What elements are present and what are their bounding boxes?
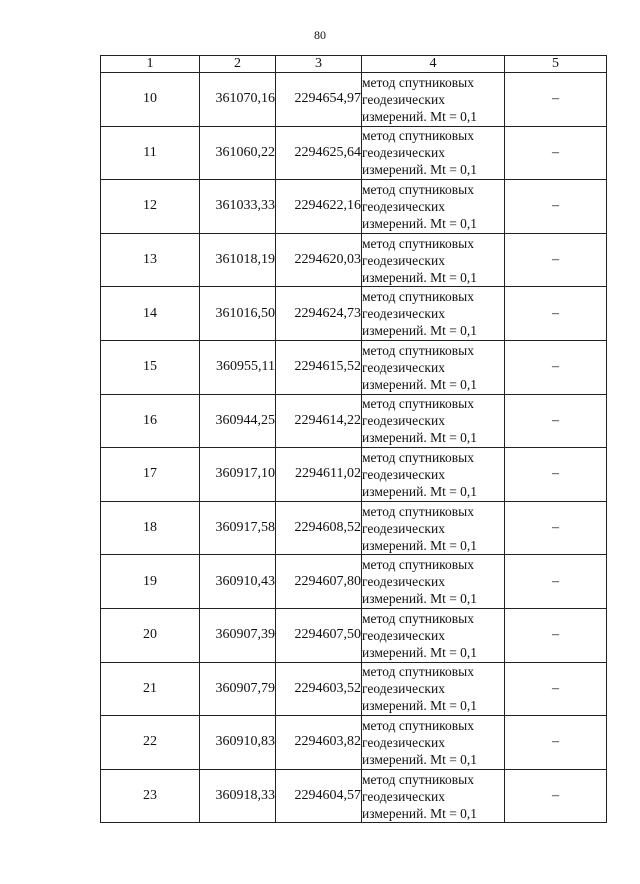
method-line: метод спутниковых [362, 664, 474, 680]
note-cell: – [505, 73, 607, 127]
method-line: измерений. Mt = 0,1 [362, 430, 478, 446]
method-line: измерений. Mt = 0,1 [362, 269, 478, 285]
method-line: геодезических [362, 413, 445, 429]
table-header-row [101, 56, 607, 73]
y-coordinate-cell: 2294615,52 [276, 340, 362, 394]
method-cell [362, 555, 505, 609]
table-row [101, 394, 607, 448]
point-number-cell: 13 [101, 233, 200, 287]
x-coordinate-cell: 360917,58 [200, 501, 276, 555]
y-coordinate-cell: 2294654,97 [276, 73, 362, 127]
method-line: метод спутниковых [362, 771, 474, 787]
method-line: метод спутниковых [362, 128, 474, 144]
note-cell: – [505, 126, 607, 180]
method-cell [362, 448, 505, 502]
column-header: 2 [200, 56, 276, 73]
x-coordinate-cell: 360907,39 [200, 608, 276, 662]
point-number-cell: 17 [101, 448, 200, 502]
method-line: измерений. Mt = 0,1 [362, 376, 478, 392]
method-line: измерений. Mt = 0,1 [362, 162, 478, 178]
method-line: геодезических [362, 520, 445, 536]
note-cell: – [505, 501, 607, 555]
method-cell [362, 233, 505, 287]
method-line: измерений. Mt = 0,1 [362, 323, 478, 339]
method-line: геодезических [362, 91, 445, 107]
point-number-cell: 19 [101, 555, 200, 609]
method-line: геодезических [362, 627, 445, 643]
table-row [101, 662, 607, 716]
y-coordinate-cell: 2294603,52 [276, 662, 362, 716]
column-header: 4 [362, 56, 505, 73]
method-line: геодезических [362, 145, 445, 161]
column-header: 5 [505, 56, 607, 73]
x-coordinate-cell: 360918,33 [200, 769, 276, 823]
method-line: метод спутниковых [362, 610, 474, 626]
y-coordinate-cell: 2294603,82 [276, 716, 362, 770]
x-coordinate-cell: 361033,33 [200, 180, 276, 234]
table-row [101, 180, 607, 234]
table-row [101, 769, 607, 823]
note-cell: – [505, 716, 607, 770]
method-line: геодезических [362, 788, 445, 804]
x-coordinate-cell: 360907,79 [200, 662, 276, 716]
method-line: геодезических [362, 252, 445, 268]
table-row [101, 608, 607, 662]
method-cell [362, 716, 505, 770]
method-line: метод спутниковых [362, 503, 474, 519]
table-row [101, 501, 607, 555]
method-line: геодезических [362, 359, 445, 375]
note-cell: – [505, 287, 607, 341]
method-cell [362, 126, 505, 180]
method-line: метод спутниковых [362, 557, 474, 573]
point-number-cell: 23 [101, 769, 200, 823]
y-coordinate-cell: 2294625,64 [276, 126, 362, 180]
method-cell [362, 73, 505, 127]
table-row [101, 73, 607, 127]
point-number-cell: 10 [101, 73, 200, 127]
point-number-cell: 16 [101, 394, 200, 448]
table-body [101, 73, 607, 823]
y-coordinate-cell: 2294608,52 [276, 501, 362, 555]
note-cell: – [505, 769, 607, 823]
point-number-cell: 15 [101, 340, 200, 394]
point-number-cell: 22 [101, 716, 200, 770]
method-line: измерений. Mt = 0,1 [362, 483, 478, 499]
y-coordinate-cell: 2294624,73 [276, 287, 362, 341]
x-coordinate-cell: 360944,25 [200, 394, 276, 448]
column-header: 1 [101, 56, 200, 73]
method-line: измерений. Mt = 0,1 [362, 108, 478, 124]
method-line: метод спутниковых [362, 74, 474, 90]
x-coordinate-cell: 360910,83 [200, 716, 276, 770]
x-coordinate-cell: 361070,16 [200, 73, 276, 127]
point-number-cell: 14 [101, 287, 200, 341]
method-line: измерений. Mt = 0,1 [362, 644, 478, 660]
method-cell [362, 662, 505, 716]
table-row [101, 126, 607, 180]
x-coordinate-cell: 360917,10 [200, 448, 276, 502]
method-line: геодезических [362, 734, 445, 750]
y-coordinate-cell: 2294620,03 [276, 233, 362, 287]
note-cell: – [505, 662, 607, 716]
y-coordinate-cell: 2294611,02 [276, 448, 362, 502]
table-row [101, 448, 607, 502]
coordinates-table [100, 55, 607, 823]
y-coordinate-cell: 2294607,50 [276, 608, 362, 662]
method-line: метод спутниковых [362, 396, 474, 412]
method-line: геодезических [362, 681, 445, 697]
note-cell: – [505, 233, 607, 287]
method-line: метод спутниковых [362, 289, 474, 305]
table-row [101, 287, 607, 341]
note-cell: – [505, 340, 607, 394]
table-row [101, 555, 607, 609]
method-cell [362, 501, 505, 555]
table-row [101, 340, 607, 394]
method-line: геодезических [362, 466, 445, 482]
x-coordinate-cell: 361060,22 [200, 126, 276, 180]
method-line: геодезических [362, 574, 445, 590]
method-line: геодезических [362, 198, 445, 214]
x-coordinate-cell: 360955,11 [200, 340, 276, 394]
method-line: метод спутниковых [362, 717, 474, 733]
table-row [101, 716, 607, 770]
method-cell [362, 180, 505, 234]
y-coordinate-cell: 2294607,80 [276, 555, 362, 609]
point-number-cell: 11 [101, 126, 200, 180]
method-line: метод спутниковых [362, 181, 474, 197]
note-cell: – [505, 180, 607, 234]
column-header: 3 [276, 56, 362, 73]
y-coordinate-cell: 2294622,16 [276, 180, 362, 234]
note-cell: – [505, 448, 607, 502]
method-cell [362, 394, 505, 448]
method-cell [362, 608, 505, 662]
note-cell: – [505, 608, 607, 662]
note-cell: – [505, 394, 607, 448]
point-number-cell: 12 [101, 180, 200, 234]
method-line: измерений. Mt = 0,1 [362, 215, 478, 231]
page-number: 80 [314, 28, 326, 42]
method-line: метод спутниковых [362, 235, 474, 251]
x-coordinate-cell: 361018,19 [200, 233, 276, 287]
method-line: геодезических [362, 306, 445, 322]
x-coordinate-cell: 361016,50 [200, 287, 276, 341]
method-line: метод спутниковых [362, 449, 474, 465]
method-line: измерений. Mt = 0,1 [362, 751, 478, 767]
method-cell [362, 769, 505, 823]
y-coordinate-cell: 2294614,22 [276, 394, 362, 448]
y-coordinate-cell: 2294604,57 [276, 769, 362, 823]
method-line: измерений. Mt = 0,1 [362, 591, 478, 607]
method-line: измерений. Mt = 0,1 [362, 537, 478, 553]
method-cell [362, 287, 505, 341]
method-line: метод спутниковых [362, 342, 474, 358]
x-coordinate-cell: 360910,43 [200, 555, 276, 609]
point-number-cell: 21 [101, 662, 200, 716]
method-line: измерений. Mt = 0,1 [362, 805, 478, 821]
point-number-cell: 20 [101, 608, 200, 662]
note-cell: – [505, 555, 607, 609]
table-row [101, 233, 607, 287]
method-line: измерений. Mt = 0,1 [362, 698, 478, 714]
method-cell [362, 340, 505, 394]
point-number-cell: 18 [101, 501, 200, 555]
